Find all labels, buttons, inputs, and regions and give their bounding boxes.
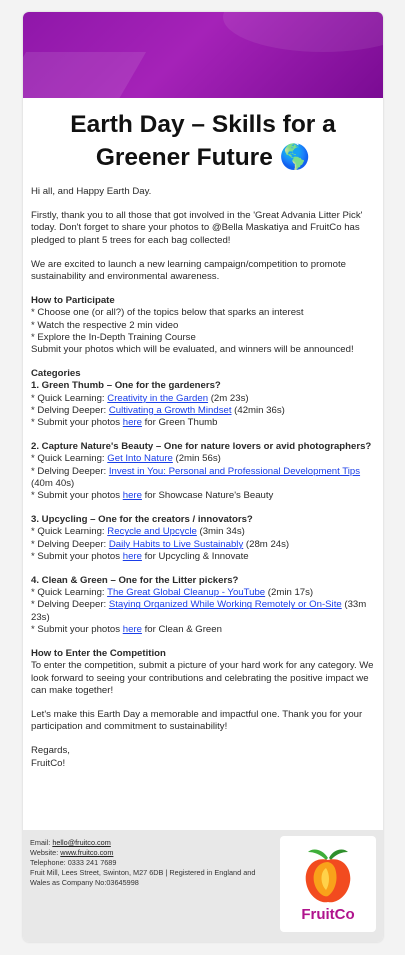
fruitco-logo (280, 836, 376, 932)
duration: (3min 34s) (196, 526, 245, 538)
banner-decoration (223, 12, 383, 52)
email-link[interactable]: hello@fruitco.com (52, 838, 111, 847)
enter-heading: How to Enter the Competition (31, 648, 166, 660)
footer-contact (30, 838, 270, 888)
duration: (42min 36s) (231, 404, 285, 416)
banner-decoration (23, 52, 146, 98)
delving-deeper-link[interactable]: Daily Habits to Live Sustainably (108, 538, 244, 550)
title-line-1: Earth Day – Skills for a (70, 111, 336, 138)
footer (23, 830, 383, 942)
delving-deeper-link[interactable]: Invest in You: Personal and Professional Development Tips (108, 465, 361, 477)
submit-label: * Submit your photos (31, 417, 123, 429)
participate-heading: How to Participate (31, 295, 115, 307)
signoff (31, 745, 375, 769)
quick-learning-label: * Quick Learning: (31, 392, 108, 404)
participate-section (31, 295, 375, 356)
submit-label: * Submit your photos (31, 490, 123, 502)
category-title: 4. Clean & Green – One for the Litter pickers? (31, 575, 239, 587)
closing-paragraph: Let's make this Earth Day a memorable and impactful one. Thank you for your participation and commitment to sustainability! (31, 708, 363, 733)
delving-deeper-label: * Delving Deeper: (31, 538, 109, 550)
telephone: Telephone: 0333 241 7689 (30, 858, 117, 867)
submit-suffix: for Showcase Nature's Beauty (141, 490, 274, 502)
delving-deeper-label: * Delving Deeper: (31, 465, 109, 477)
duration: (2min 56s) (172, 453, 221, 465)
quick-learning-link[interactable]: Recycle and Upcycle (107, 526, 197, 538)
quick-learning-link[interactable]: Get Into Nature (107, 453, 173, 465)
email-label: Email: (30, 838, 53, 847)
submit-suffix: for Green Thumb (141, 417, 218, 429)
enter-section (31, 648, 375, 697)
category-block (31, 441, 375, 502)
participate-line: Submit your photos which will be evaluated, and winners will be announced! (31, 344, 354, 356)
participate-line: * Watch the respective 2 min video (31, 319, 179, 331)
submit-photos-link[interactable]: here (122, 623, 142, 635)
duration: (2min 17s) (265, 587, 314, 599)
greeting: Hi all, and Happy Earth Day. (31, 186, 152, 197)
submit-photos-link[interactable]: here (122, 550, 142, 562)
duration: (33m 23s) (31, 599, 367, 623)
email-card (23, 12, 383, 942)
delving-deeper-link[interactable]: Staying Organized While Working Remotely or On-Site (108, 599, 342, 611)
quick-learning-link[interactable]: The Great Global Cleanup - YouTube (107, 587, 266, 599)
quick-learning-label: * Quick Learning: (31, 453, 108, 465)
submit-suffix: for Upcycling & Innovate (141, 550, 249, 562)
delving-deeper-label: * Delving Deeper: (31, 404, 109, 416)
signoff-name: FruitCo! (31, 757, 66, 769)
delving-deeper-label: * Delving Deeper: (31, 599, 109, 611)
duration: (28m 24s) (243, 538, 290, 550)
category-title: 3. Upcycling – One for the creators / innovators? (31, 514, 253, 526)
quick-learning-link[interactable]: Creativity in the Garden (107, 392, 209, 404)
quick-learning-label: * Quick Learning: (31, 526, 108, 538)
category-block (31, 575, 375, 636)
website-link[interactable]: www.fruitco.com (60, 848, 114, 857)
duration: (40m 40s) (31, 477, 75, 489)
title-line-2: Greener Future 🌎 (95, 144, 311, 171)
peach-icon (302, 844, 354, 906)
delving-deeper-link[interactable]: Cultivating a Growth Mindset (108, 404, 232, 416)
header-banner (23, 12, 383, 98)
logo-text: FruitCo (301, 906, 355, 923)
category-title: 2. Capture Nature's Beauty – One for nature lovers or avid photographers? (31, 441, 372, 453)
submit-photos-link[interactable]: here (122, 417, 142, 429)
quick-learning-label: * Quick Learning: (31, 587, 108, 599)
signoff-regards: Regards, (31, 745, 70, 757)
launch-paragraph: We are excited to launch a new learning campaign/competition to promote sustainability and environmental awareness. (31, 258, 346, 283)
participate-line: * Explore the In-Depth Training Course (31, 331, 196, 343)
enter-text: To enter the competition, submit a picture of your hard work for any category. We look forward to seeing your contributions and celebrating the positive impact we can make together! (31, 660, 374, 696)
email-body (23, 174, 383, 770)
address: Fruit Mill, Lees Street, Swinton, M27 6DB | Registered in England and Wales as Company No:03645998 (30, 868, 256, 887)
category-block (31, 514, 375, 563)
category-block (31, 368, 375, 429)
duration: (2m 23s) (208, 392, 249, 404)
intro-paragraph: Firstly, thank you to all those that got involved in the 'Great Advania Litter Pick' today. Don't forget to share your photos to @Bella Maskatiya and FruitCo has pledged to plant 5 trees for each bag collected! (31, 210, 363, 246)
submit-label: * Submit your photos (31, 550, 123, 562)
participate-line: * Choose one (or all?) of the topics below that sparks an interest (31, 307, 304, 319)
email-title (23, 108, 383, 174)
category-title: 1. Green Thumb – One for the gardeners? (31, 380, 221, 392)
submit-label: * Submit your photos (31, 623, 123, 635)
submit-suffix: for Clean & Green (141, 623, 222, 635)
categories-heading: Categories (31, 368, 81, 380)
website-label: Website: (30, 848, 61, 857)
submit-photos-link[interactable]: here (122, 490, 142, 502)
